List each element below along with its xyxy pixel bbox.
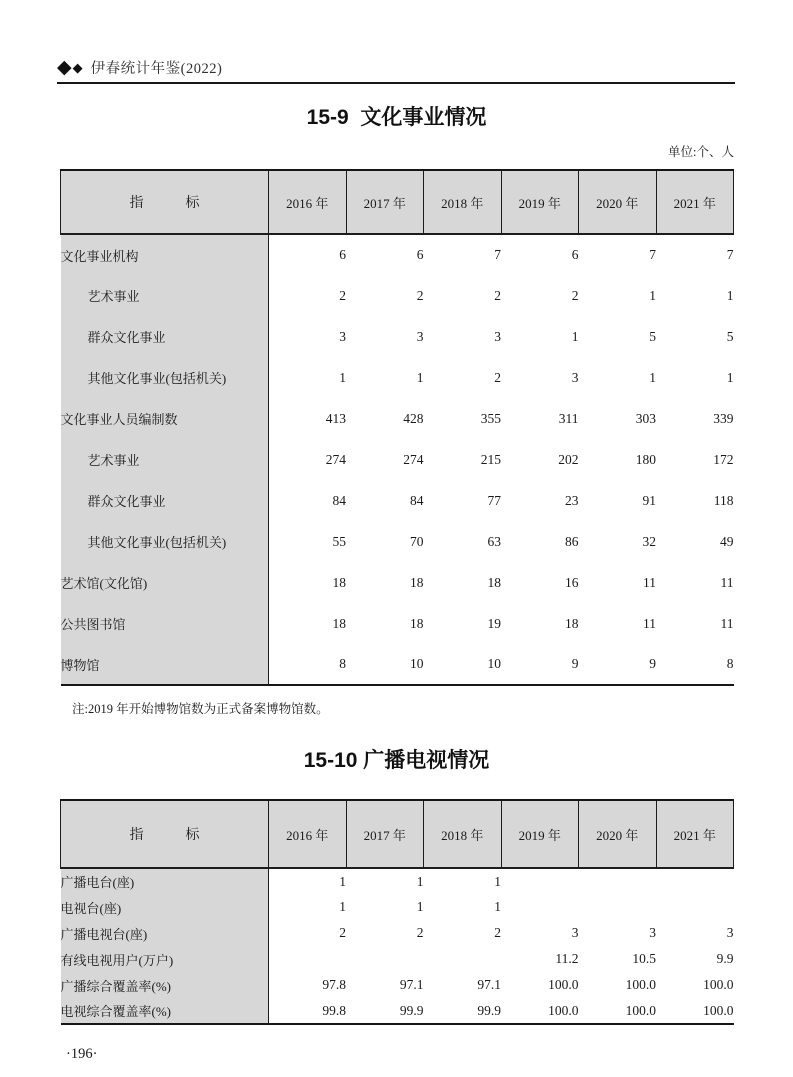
year-header-cell: 2021 年	[656, 800, 734, 868]
row-label: 艺术事业	[61, 439, 269, 480]
table1-title: 15-9 文化事业情况	[306, 106, 487, 129]
value-cell: 6	[416, 247, 424, 262]
value-cell: 355	[480, 410, 501, 426]
value-cell: 339	[713, 410, 734, 426]
table-row	[61, 234, 734, 275]
value-cell: 100.0	[625, 977, 656, 992]
row-label: 广播综合覆盖率(%)	[61, 972, 269, 998]
table-row	[61, 398, 734, 439]
value-cell: 97.1	[399, 977, 424, 992]
value-cell	[656, 894, 734, 920]
value-cell: 2	[494, 287, 501, 303]
value-cell: 2	[416, 287, 424, 303]
value-cell: 118	[713, 492, 734, 508]
value-cell: 11	[643, 574, 656, 590]
table-row	[61, 275, 734, 316]
year-header-cell: 2020 年	[579, 170, 657, 234]
value-cell	[579, 894, 657, 920]
year-header-cell: 2020 年	[579, 800, 657, 868]
table-row	[61, 946, 734, 972]
value-cell: 100.0	[703, 1002, 734, 1018]
culture-table-header-row	[61, 170, 734, 234]
value-cell: 2	[494, 369, 501, 385]
value-cell: 428	[403, 410, 424, 426]
value-cell: 2	[339, 925, 346, 940]
value-cell: 7	[726, 247, 734, 262]
row-label: 其他文化事业(包括机关)	[61, 357, 269, 398]
table-row	[61, 998, 734, 1024]
value-cell: 100.0	[703, 977, 734, 992]
value-cell	[269, 946, 347, 972]
year-header-cell: 2016 年	[269, 170, 347, 234]
value-cell: 18	[410, 574, 424, 590]
value-cell: 49	[720, 533, 734, 549]
value-cell: 18	[565, 615, 579, 631]
value-cell: 2	[571, 287, 579, 303]
row-label: 有线电视用户(万户)	[61, 946, 269, 972]
row-label: 广播电视台(座)	[61, 920, 269, 946]
value-cell	[424, 946, 502, 972]
table-row	[61, 920, 734, 946]
table1-note: 注:2019 年开始博物馆数为正式备案博物馆数。	[72, 702, 329, 716]
page-header	[57, 0, 735, 84]
value-cell: 1	[649, 369, 656, 385]
table-row	[61, 868, 734, 894]
value-cell	[346, 946, 424, 972]
value-cell: 97.1	[477, 977, 501, 992]
value-cell: 19	[487, 615, 501, 631]
value-cell: 202	[558, 451, 579, 467]
value-cell: 1	[494, 873, 501, 889]
value-cell	[501, 868, 579, 894]
value-cell: 274	[325, 451, 346, 467]
row-label: 群众文化事业	[61, 480, 269, 521]
value-cell: 84	[332, 492, 346, 508]
value-cell: 63	[487, 533, 501, 549]
value-cell: 70	[410, 533, 424, 549]
value-cell: 97.8	[322, 977, 346, 992]
value-cell: 3	[339, 328, 346, 344]
table-row	[61, 439, 734, 480]
value-cell: 3	[571, 369, 579, 385]
value-cell: 303	[635, 410, 656, 426]
value-cell: 16	[565, 574, 579, 590]
table-row	[61, 603, 734, 644]
value-cell: 11	[720, 615, 734, 631]
value-cell: 3	[571, 925, 579, 940]
value-cell: 180	[635, 451, 656, 467]
value-cell: 7	[649, 247, 656, 262]
indicator-header-cell: 指 标	[61, 800, 269, 868]
value-cell: 11	[643, 615, 656, 631]
value-cell: 413	[325, 410, 346, 426]
value-cell: 91	[642, 492, 656, 508]
value-cell: 10.5	[632, 951, 656, 966]
table-row	[61, 316, 734, 357]
row-label: 广播电台(座)	[61, 868, 269, 894]
year-header-cell: 2019 年	[501, 800, 579, 868]
table-row	[61, 521, 734, 562]
broadcast-table	[60, 799, 734, 1025]
value-cell: 215	[480, 451, 501, 467]
row-label: 艺术馆(文化馆)	[61, 562, 269, 603]
value-cell: 1	[494, 899, 501, 914]
value-cell: 5	[726, 328, 734, 344]
year-header-cell: 2021 年	[656, 170, 734, 234]
table-row	[61, 562, 734, 603]
value-cell: 1	[339, 369, 346, 385]
value-cell	[579, 868, 657, 894]
year-header-cell: 2018 年	[424, 800, 502, 868]
table1-unit-label: 单位:个、人	[668, 145, 734, 159]
value-cell: 10	[410, 656, 424, 671]
value-cell: 1	[339, 899, 346, 914]
diamond-small-icon: ◆	[72, 60, 83, 75]
year-header-cell: 2019 年	[501, 170, 579, 234]
value-cell: 6	[339, 247, 346, 262]
table-row	[61, 357, 734, 398]
table-row	[61, 894, 734, 920]
row-label: 电视台(座)	[61, 894, 269, 920]
value-cell: 9	[649, 656, 656, 671]
value-cell	[501, 894, 579, 920]
value-cell: 3	[726, 925, 734, 940]
diamond-large-icon: ◆	[57, 57, 72, 78]
value-cell: 18	[332, 574, 346, 590]
year-header-cell: 2018 年	[424, 170, 502, 234]
value-cell: 5	[649, 328, 656, 344]
page-number: ·196·	[66, 1046, 98, 1062]
value-cell: 18	[487, 574, 501, 590]
value-cell	[656, 868, 734, 894]
row-label: 电视综合覆盖率(%)	[61, 998, 269, 1024]
row-label: 文化事业机构	[61, 234, 269, 275]
culture-table	[60, 169, 734, 686]
value-cell: 2	[494, 925, 501, 940]
value-cell: 2	[339, 287, 346, 303]
value-cell: 9.9	[716, 951, 734, 966]
row-label: 其他文化事业(包括机关)	[61, 521, 269, 562]
value-cell: 172	[713, 451, 734, 467]
year-header-cell: 2017 年	[346, 800, 424, 868]
brand-row	[57, 57, 735, 78]
value-cell: 6	[571, 247, 579, 262]
value-cell: 8	[339, 656, 346, 671]
value-cell: 3	[416, 328, 424, 344]
value-cell: 18	[410, 615, 424, 631]
indicator-header-cell: 指 标	[61, 170, 269, 234]
value-cell: 1	[416, 899, 424, 914]
value-cell: 1	[571, 328, 579, 344]
table2-title: 15-10 广播电视情况	[303, 749, 490, 772]
value-cell: 1	[416, 369, 424, 385]
value-cell: 9	[571, 656, 579, 671]
table-row	[61, 972, 734, 998]
value-cell: 274	[403, 451, 424, 467]
value-cell: 100.0	[548, 1002, 579, 1018]
yearbook-title: 伊春统计年鉴(2022)	[90, 61, 223, 77]
row-label: 文化事业人员编制数	[61, 398, 269, 439]
value-cell: 1	[339, 873, 346, 889]
year-header-cell: 2017 年	[346, 170, 424, 234]
row-label: 公共图书馆	[61, 603, 269, 644]
value-cell: 2	[416, 925, 424, 940]
value-cell: 84	[410, 492, 424, 508]
value-cell: 99.8	[322, 1002, 346, 1018]
row-label: 博物馆	[61, 644, 269, 685]
value-cell: 18	[332, 615, 346, 631]
value-cell: 1	[416, 873, 424, 889]
value-cell: 3	[494, 328, 501, 344]
table-row	[61, 644, 734, 685]
value-cell: 1	[649, 287, 656, 303]
value-cell: 311	[558, 410, 579, 426]
value-cell: 99.9	[477, 1002, 501, 1018]
value-cell: 55	[332, 533, 346, 549]
value-cell: 8	[726, 656, 734, 671]
value-cell: 11	[720, 574, 734, 590]
broadcast-table-header-row	[61, 800, 734, 868]
value-cell: 32	[642, 533, 656, 549]
value-cell: 86	[565, 533, 579, 549]
value-cell: 3	[649, 925, 656, 940]
value-cell: 10	[487, 656, 501, 671]
value-cell: 100.0	[625, 1002, 656, 1018]
value-cell: 77	[487, 492, 501, 508]
value-cell: 100.0	[548, 977, 579, 992]
table-row	[61, 480, 734, 521]
value-cell: 23	[565, 492, 579, 508]
value-cell: 1	[726, 287, 734, 303]
value-cell: 11.2	[555, 951, 579, 966]
value-cell: 7	[494, 247, 501, 262]
year-header-cell: 2016 年	[269, 800, 347, 868]
value-cell: 1	[726, 369, 734, 385]
row-label: 艺术事业	[61, 275, 269, 316]
value-cell: 99.9	[399, 1002, 424, 1018]
row-label: 群众文化事业	[61, 316, 269, 357]
